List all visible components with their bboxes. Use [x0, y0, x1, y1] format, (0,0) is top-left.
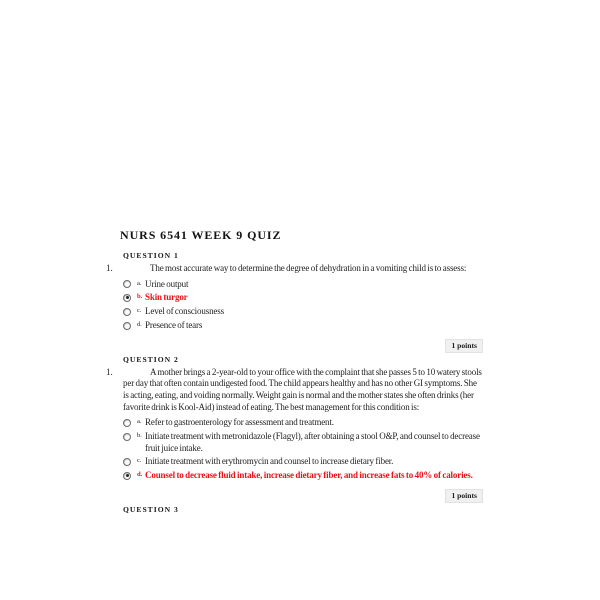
- question-number: 1.: [106, 263, 113, 273]
- option-label: Refer to gastroenterology for assessment and treatment.: [145, 417, 334, 428]
- option-letter: a.: [137, 279, 142, 287]
- answer-option[interactable]: [123, 470, 484, 482]
- radio-button[interactable]: [123, 472, 131, 480]
- points-badge: 1 points: [445, 339, 483, 353]
- points-row: [106, 485, 483, 503]
- points-row: [106, 335, 483, 353]
- option-text: [137, 320, 202, 332]
- option-label: Urine output: [145, 278, 189, 289]
- radio-button[interactable]: [123, 433, 131, 441]
- question-block: [106, 251, 484, 353]
- option-text: [137, 470, 473, 482]
- answer-option[interactable]: [123, 279, 484, 291]
- question-block: [106, 505, 484, 514]
- option-letter: c.: [137, 307, 142, 315]
- question-text: A mother brings a 2-year-old to your office with the complaint that she passes 5 to 10 watery stools per day that often contain undigested food. The child appears healthy and has no other GI symptoms. She is acting, eating, and voiding normally. Weight gain is normal and the mother states she often drinks (her favorite drink is Kool-Aid) instead of eating. The best management for this condition is:: [123, 366, 482, 412]
- option-text: [137, 292, 188, 304]
- option-label: Counsel to decrease fluid intake, increase dietary fiber, and increase fats to 40% of calories.: [145, 470, 473, 481]
- option-text: [137, 431, 484, 454]
- answer-option[interactable]: [123, 320, 484, 332]
- question-block: [106, 355, 484, 503]
- option-label: Initiate treatment with metronidazole (Flagyl), after obtaining a stool O&P, and counsel to decrease fruit juice intake.: [145, 431, 480, 453]
- quiz-content: [106, 250, 484, 517]
- option-letter: a.: [137, 418, 142, 426]
- option-label: Level of consciousness: [145, 306, 224, 317]
- answer-option[interactable]: [123, 431, 484, 454]
- answer-option[interactable]: [123, 306, 484, 318]
- question-number: 1.: [106, 366, 113, 377]
- option-label: Initiate treatment with erythromycin and counsel to increase dietary fiber.: [145, 456, 394, 467]
- option-label: Skin turgor: [145, 292, 188, 303]
- options-list: [123, 417, 484, 482]
- question-body: [106, 263, 484, 275]
- option-text: [137, 417, 334, 429]
- answer-option[interactable]: [123, 417, 484, 429]
- quiz-title: NURS 6541 WEEK 9 QUIZ: [120, 228, 282, 243]
- option-label: Presence of tears: [145, 320, 203, 331]
- option-letter: c.: [137, 457, 142, 465]
- question-body: [106, 366, 484, 413]
- question-text: The most accurate way to determine the degree of dehydration in a vomiting child is to assess:: [150, 263, 467, 273]
- question-heading: QUESTION 2: [123, 354, 179, 364]
- radio-button[interactable]: [123, 458, 131, 466]
- option-letter: b.: [137, 432, 142, 440]
- option-text: [137, 306, 224, 318]
- options-list: [123, 279, 484, 332]
- option-letter: d.: [137, 471, 143, 479]
- radio-button[interactable]: [123, 280, 131, 288]
- question-heading: QUESTION 3: [123, 504, 179, 514]
- points-badge: 1 points: [445, 489, 483, 503]
- option-letter: b.: [137, 293, 143, 301]
- radio-button[interactable]: [123, 294, 131, 302]
- question-heading: QUESTION 1: [123, 251, 179, 260]
- radio-button[interactable]: [123, 419, 131, 427]
- radio-button[interactable]: [123, 308, 131, 316]
- option-letter: d.: [137, 321, 142, 329]
- radio-button[interactable]: [123, 322, 131, 330]
- answer-option[interactable]: [123, 292, 484, 304]
- answer-option[interactable]: [123, 456, 484, 468]
- option-text: [137, 279, 188, 291]
- option-text: [137, 456, 393, 468]
